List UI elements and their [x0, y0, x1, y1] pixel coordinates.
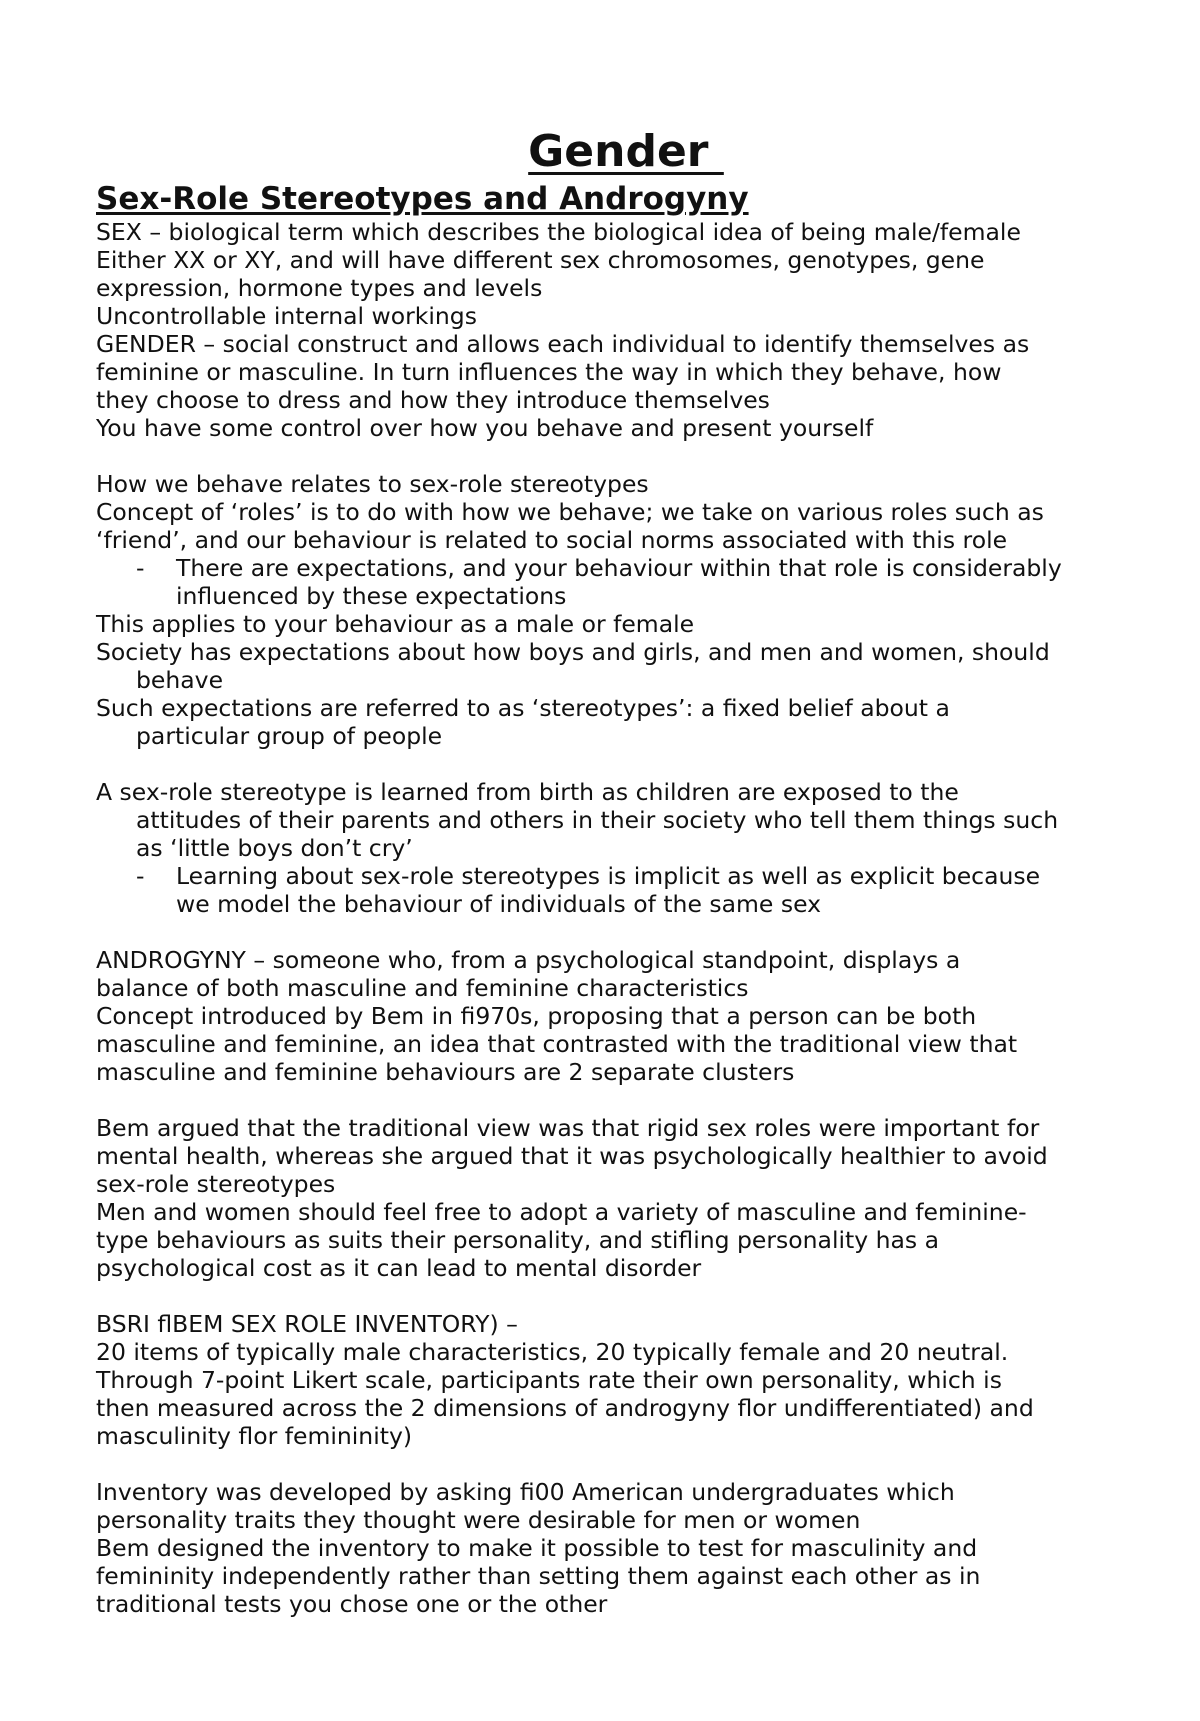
section-heading: Sex-Role Stereotypes and Androgyny: [96, 181, 749, 217]
text-line: How we behave relates to sex-role stereotypes: [96, 470, 649, 498]
text-line: Either XX or XY, and will have different sex chromosomes, genotypes, gene: [96, 246, 985, 274]
text-line: Concept of ‘roles’ is to do with how we behave; we take on various roles such as: [96, 498, 1044, 526]
text-line: ANDROGYNY – someone who, from a psychological standpoint, displays a: [96, 946, 961, 974]
paragraph-gap: [96, 918, 1126, 946]
bullet-text: There are expectations, and your behaviour within that role is considerably: [176, 554, 1062, 582]
text-line: Concept introduced by Bem in fi970s, proposing that a person can be both: [96, 1002, 977, 1030]
text-line: masculinity flor femininity): [96, 1422, 413, 1450]
text-line: Bem designed the inventory to make it possible to test for masculinity and: [96, 1534, 978, 1562]
bullet-text: Learning about sex-role stereotypes is implicit as well as explicit because: [176, 862, 1041, 890]
paragraph-gap: [96, 1450, 1126, 1478]
text-line: psychological cost as it can lead to mental disorder: [96, 1254, 702, 1282]
text-line: 20 items of typically male characteristics, 20 typically female and 20 neutral.: [96, 1338, 1009, 1366]
bullet-dash: -: [136, 862, 145, 890]
text-line: mental health, whereas she argued that it was psychologically healthier to avoid: [96, 1142, 1048, 1170]
text-line-continuation: behave: [136, 666, 224, 694]
bullet-continuation: influenced by these expectations: [176, 582, 567, 610]
text-line: balance of both masculine and feminine characteristics: [96, 974, 749, 1002]
bullet-continuation: we model the behaviour of individuals of the same sex: [176, 890, 822, 918]
text-line: Society has expectations about how boys and girls, and men and women, should: [96, 638, 1050, 666]
text-line: femininity independently rather than setting them against each other as in: [96, 1562, 981, 1590]
text-line: Bem argued that the traditional view was that rigid sex roles were important for: [96, 1114, 1040, 1142]
text-line: sex-role stereotypes: [96, 1170, 336, 1198]
text-line: Such expectations are referred to as ‘stereotypes’: a fixed belief about a: [96, 694, 950, 722]
text-line: then measured across the 2 dimensions of androgyny flor undifferentiated) and: [96, 1394, 1034, 1422]
paragraph-gap: [96, 1086, 1126, 1114]
text-line: feminine or masculine. In turn influences the way in which they behave, how: [96, 358, 1002, 386]
text-line: This applies to your behaviour as a male or female: [96, 610, 695, 638]
text-line: Uncontrollable internal workings: [96, 302, 477, 330]
text-line: SEX – biological term which describes the biological idea of being male/female: [96, 218, 1021, 246]
bullet-item: [96, 554, 1126, 582]
text-line: personality traits they thought were desirable for men or women: [96, 1506, 861, 1534]
document-body: [96, 124, 1126, 1618]
text-line: BSRI flBEM SEX ROLE INVENTORY) –: [96, 1310, 518, 1338]
bullet-item: [96, 862, 1126, 890]
text-line-continuation: attitudes of their parents and others in their society who tell them things such: [136, 806, 1059, 834]
text-line: A sex-role stereotype is learned from birth as children are exposed to the: [96, 778, 959, 806]
text-line: expression, hormone types and levels: [96, 274, 543, 302]
text-line: Men and women should feel free to adopt a variety of masculine and feminine-: [96, 1198, 1027, 1226]
text-line: ‘friend’, and our behaviour is related to social norms associated with this role: [96, 526, 1008, 554]
text-line: Inventory was developed by asking fi00 American undergraduates which: [96, 1478, 955, 1506]
paragraph-gap: [96, 1282, 1126, 1310]
text-line: they choose to dress and how they introduce themselves: [96, 386, 770, 414]
text-line: You have some control over how you behave and present yourself: [96, 414, 874, 442]
text-line-continuation: as ‘little boys don’t cry’: [136, 834, 413, 862]
bullet-dash: -: [136, 554, 145, 582]
text-line: traditional tests you chose one or the other: [96, 1590, 608, 1618]
text-line: GENDER – social construct and allows each individual to identify themselves as: [96, 330, 1030, 358]
text-line: type behaviours as suits their personality, and stifling personality has a: [96, 1226, 940, 1254]
text-line: Through 7-point Likert scale, participants rate their own personality, which is: [96, 1366, 1002, 1394]
text-line-continuation: particular group of people: [136, 722, 443, 750]
text-line: masculine and feminine behaviours are 2 separate clusters: [96, 1058, 795, 1086]
paragraph-gap: [96, 442, 1126, 470]
text-line: masculine and feminine, an idea that contrasted with the traditional view that: [96, 1030, 1018, 1058]
paragraph-gap: [96, 750, 1126, 778]
page-title: Gender: [528, 126, 724, 177]
